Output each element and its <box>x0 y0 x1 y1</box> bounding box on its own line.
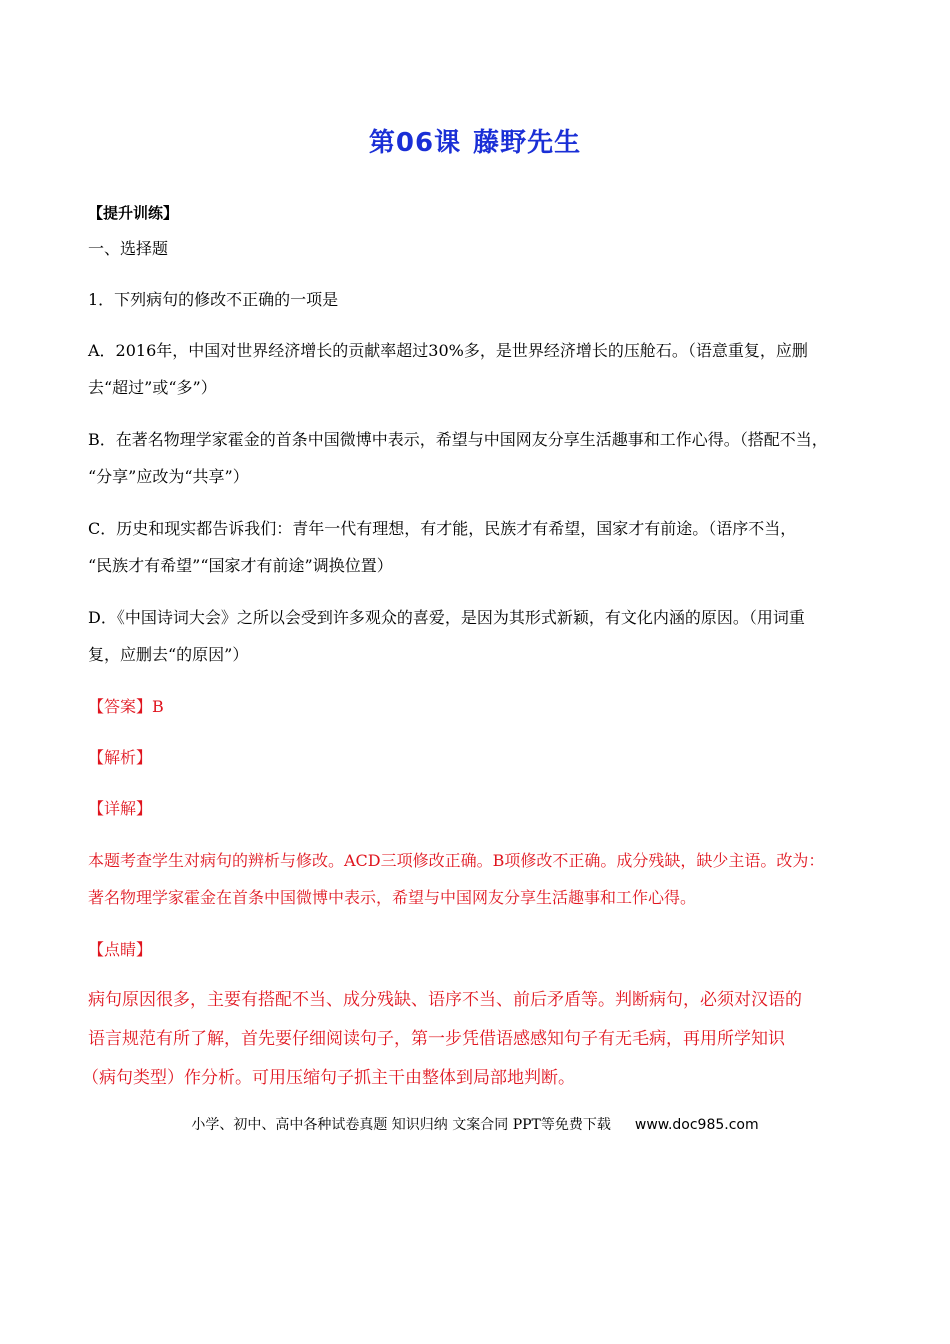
part-heading: 一、选择题 <box>88 239 169 258</box>
option-a-line1: A．2016年，中国对世界经济增长的贡献率超过30%多，是世界经济增长的压舱石。（语意重复，应删 <box>88 341 808 360</box>
option-b-line1: B．在著名物理学家霍金的首条中国微博中表示，希望与中国网友分享生活趣事和工作心得。（搭配不当， <box>88 430 828 449</box>
footer-url[interactable]: www.doc985.com <box>634 1117 759 1133</box>
option-a-line2: 去“超过”或“多”） <box>88 378 217 397</box>
analysis-label: 【解析】 <box>88 748 153 767</box>
answer-value: B <box>152 697 164 716</box>
detail-label: 【详解】 <box>88 799 153 818</box>
option-d-line1: D．《中国诗词大会》之所以会受到许多观众的喜爱，是因为其形式新颖，有文化内涵的原因。（用词重 <box>88 608 805 627</box>
tip-text-line3: （病句类型）作分析。可用压缩句子抓主干由整体到局部地判断。 <box>82 1068 575 1088</box>
option-d-line2: 复，应删去“的原因”） <box>88 645 249 664</box>
answer-line <box>88 695 863 719</box>
option-b-line2: “分享”应改为“共享”） <box>88 467 249 486</box>
detail-text-line1: 本题考查学生对病句的辨析与修改。ACD三项修改正确。B项修改不正确。成分残缺，缺少主语。改为： <box>88 851 825 870</box>
detail-text-line2: 著名物理学家霍金在首条中国微博中表示，希望与中国网友分享生活趣事和工作心得。 <box>88 888 697 907</box>
lesson-name: 藤野先生 <box>473 128 582 158</box>
tip-text-line2: 语言规范有所了解，首先要仔细阅读句子，第一步凭借语感感知句子有无毛病，再用所学知识 <box>88 1029 785 1049</box>
tip-text-line1: 病句原因很多，主要有搭配不当、成分残缺、语序不当、前后矛盾等。判断病句，必须对汉语的 <box>88 990 802 1010</box>
footer-text: 小学、初中、高中各种试卷真题 知识归纳 文案合同 PPT等免费下载 <box>191 1117 611 1133</box>
option-c-line2: “民族才有希望”“国家才有前途”调换位置） <box>88 556 393 575</box>
option-c-line1: C．历史和现实都告诉我们：青年一代有理想，有才能，民族才有希望，国家才有前途。（语序不当， <box>88 519 797 538</box>
page-title <box>0 122 950 159</box>
answer-label: 【答案】 <box>88 697 153 716</box>
section-label: 【提升训练】 <box>88 204 179 222</box>
footer <box>0 1115 950 1135</box>
tip-label: 【点睛】 <box>88 940 153 959</box>
question-stem: 1．下列病句的修改不正确的一项是 <box>88 290 339 309</box>
lesson-number: 第06课 <box>368 128 462 158</box>
